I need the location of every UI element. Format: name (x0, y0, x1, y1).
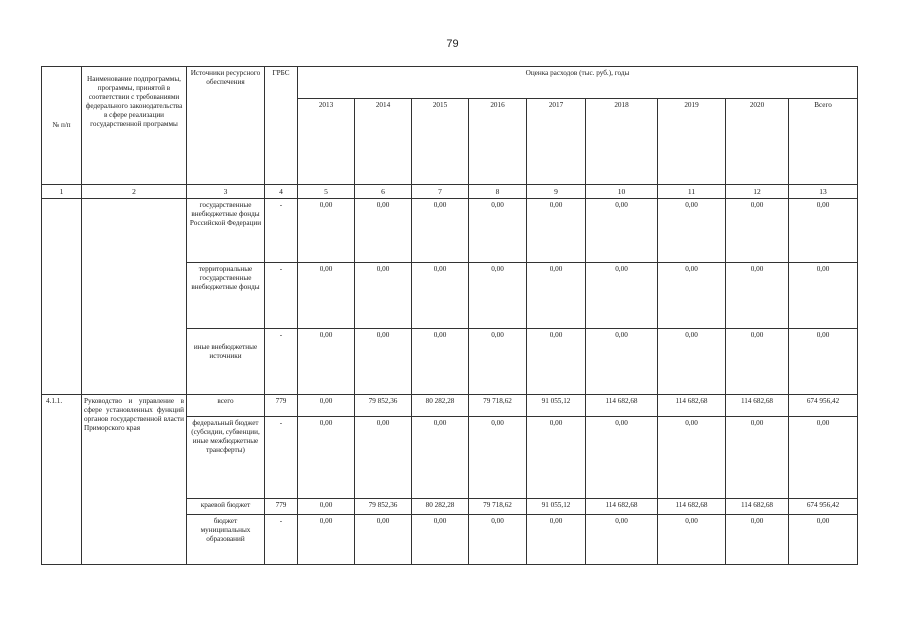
source-cell: государственные внебюджетные фонды Российской Федерации (187, 199, 265, 263)
value-cell: 0,00 (658, 329, 726, 395)
grbs-cell: - (265, 329, 298, 395)
value-cell: 91 055,12 (527, 395, 586, 417)
value-cell: 79 852,36 (355, 499, 412, 515)
value-cell: 0,00 (586, 329, 658, 395)
value-cell: 0,00 (298, 199, 355, 263)
value-cell: 80 282,28 (412, 395, 469, 417)
source-cell: всего (187, 395, 265, 417)
source-cell: краевой бюджет (187, 499, 265, 515)
grbs-cell: 779 (265, 499, 298, 515)
header-year: 2020 (726, 99, 789, 185)
value-cell: 91 055,12 (527, 499, 586, 515)
source-cell: иные внебюджетные источники (187, 329, 265, 395)
value-cell: 0,00 (355, 417, 412, 499)
header-col-source: Источники ресурсного обеспечения (187, 67, 265, 185)
value-cell-total: 674 956,42 (789, 395, 858, 417)
grbs-cell: - (265, 263, 298, 329)
value-cell: 0,00 (412, 263, 469, 329)
row-name-cell: Руководство и управление в сфере установленных функций органов государственной власти Приморского края (82, 395, 187, 565)
value-cell: 114 682,68 (586, 499, 658, 515)
page-number: 79 (446, 38, 459, 50)
value-cell: 0,00 (726, 199, 789, 263)
column-index-row (42, 185, 858, 199)
value-cell: 0,00 (355, 515, 412, 565)
column-index: 12 (726, 185, 789, 199)
grbs-cell: - (265, 417, 298, 499)
column-index: 1 (42, 185, 82, 199)
value-cell: 0,00 (469, 417, 527, 499)
value-cell: 0,00 (355, 199, 412, 263)
value-cell-total: 0,00 (789, 417, 858, 499)
value-cell: 0,00 (355, 263, 412, 329)
value-cell: 0,00 (586, 417, 658, 499)
value-cell: 0,00 (298, 417, 355, 499)
table-row (42, 199, 858, 263)
header-year: 2015 (412, 99, 469, 185)
value-cell: 79 852,36 (355, 395, 412, 417)
value-cell: 0,00 (658, 515, 726, 565)
value-cell: 0,00 (469, 199, 527, 263)
value-cell: 0,00 (298, 515, 355, 565)
value-cell: 0,00 (527, 417, 586, 499)
value-cell: 0,00 (412, 515, 469, 565)
value-cell: 0,00 (586, 199, 658, 263)
column-index: 7 (412, 185, 469, 199)
header-year: 2017 (527, 99, 586, 185)
column-index: 11 (658, 185, 726, 199)
value-cell: 114 682,68 (586, 395, 658, 417)
header-year: 2018 (586, 99, 658, 185)
value-cell-total: 0,00 (789, 515, 858, 565)
column-index: 6 (355, 185, 412, 199)
table-row (42, 395, 858, 417)
grbs-cell: - (265, 199, 298, 263)
value-cell: 0,00 (726, 329, 789, 395)
header-col-name: Наименование подпрограммы, программы, принятой в соответствии с требованиями федерального законодательства в сфере реализации государственной программы (82, 67, 187, 185)
value-cell: 0,00 (469, 515, 527, 565)
value-cell: 0,00 (298, 499, 355, 515)
value-cell: 0,00 (469, 329, 527, 395)
column-index: 9 (527, 185, 586, 199)
header-year-total: Всего (789, 99, 858, 185)
value-cell: 0,00 (527, 199, 586, 263)
value-cell: 0,00 (586, 263, 658, 329)
value-cell: 79 718,62 (469, 395, 527, 417)
value-cell-total: 0,00 (789, 329, 858, 395)
column-index: 5 (298, 185, 355, 199)
header-year: 2019 (658, 99, 726, 185)
value-cell: 0,00 (298, 329, 355, 395)
value-cell: 0,00 (412, 329, 469, 395)
value-cell: 0,00 (527, 263, 586, 329)
value-cell-total: 0,00 (789, 263, 858, 329)
row-code-cell: 4.1.1. (42, 395, 82, 565)
column-index: 2 (82, 185, 187, 199)
value-cell: 0,00 (658, 199, 726, 263)
header-year: 2014 (355, 99, 412, 185)
value-cell-total: 0,00 (789, 199, 858, 263)
value-cell: 80 282,28 (412, 499, 469, 515)
value-cell: 0,00 (298, 395, 355, 417)
row-name-cell (82, 199, 187, 395)
value-cell: 114 682,68 (726, 499, 789, 515)
source-cell: федеральный бюджет (субсидии, субвенции, иные межбюджетные трансферты) (187, 417, 265, 499)
value-cell: 0,00 (527, 329, 586, 395)
value-cell: 0,00 (726, 417, 789, 499)
value-cell: 0,00 (586, 515, 658, 565)
value-cell: 0,00 (412, 417, 469, 499)
header-year: 2016 (469, 99, 527, 185)
value-cell: 114 682,68 (726, 395, 789, 417)
value-cell: 0,00 (298, 263, 355, 329)
value-cell: 0,00 (658, 417, 726, 499)
value-cell: 114 682,68 (658, 499, 726, 515)
value-cell: 0,00 (527, 515, 586, 565)
value-cell: 114 682,68 (658, 395, 726, 417)
source-cell: бюджет муниципальных образований (187, 515, 265, 565)
grbs-cell: 779 (265, 395, 298, 417)
column-index: 4 (265, 185, 298, 199)
value-cell: 0,00 (412, 199, 469, 263)
value-cell: 0,00 (355, 329, 412, 395)
header-col-number: № п/п (42, 67, 82, 185)
grbs-cell: - (265, 515, 298, 565)
header-row-top (42, 67, 858, 99)
column-index: 3 (187, 185, 265, 199)
value-cell: 79 718,62 (469, 499, 527, 515)
header-year: 2013 (298, 99, 355, 185)
value-cell: 0,00 (726, 515, 789, 565)
column-index: 10 (586, 185, 658, 199)
source-cell: территориальные государственные внебюджетные фонды (187, 263, 265, 329)
expenditure-table (41, 66, 858, 565)
row-code-cell (42, 199, 82, 395)
value-cell: 0,00 (658, 263, 726, 329)
value-cell: 0,00 (726, 263, 789, 329)
header-col-grbs: ГРБС (265, 67, 298, 185)
value-cell: 0,00 (469, 263, 527, 329)
column-index: 13 (789, 185, 858, 199)
value-cell-total: 674 956,42 (789, 499, 858, 515)
column-index: 8 (469, 185, 527, 199)
header-col-estimate: Оценка расходов (тыс. руб.), годы (298, 67, 858, 99)
